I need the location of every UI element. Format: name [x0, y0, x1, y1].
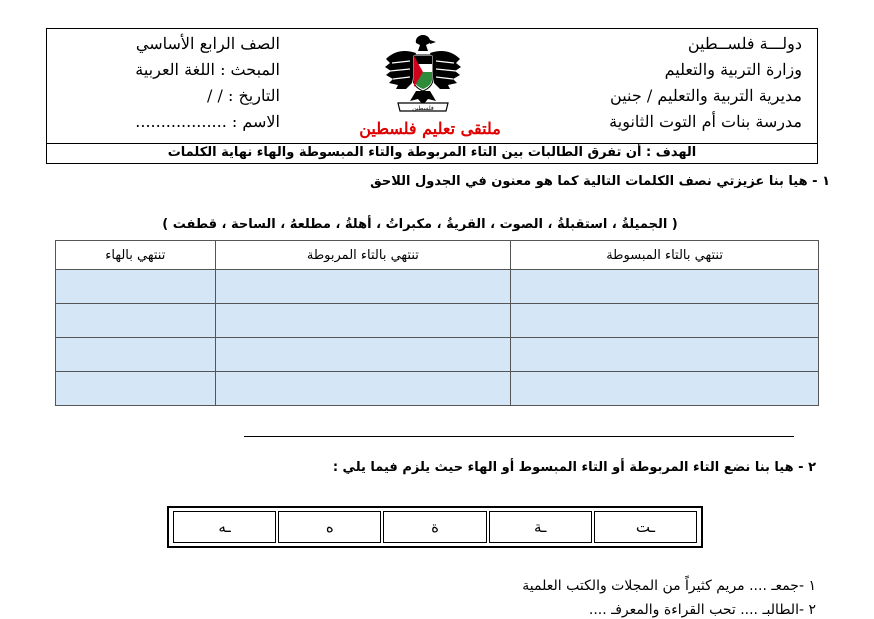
- answer-cell[interactable]: [511, 372, 819, 406]
- answer-cell[interactable]: [56, 304, 216, 338]
- answer-cell[interactable]: [56, 372, 216, 406]
- grade-label: الصف الرابع الأساسي: [135, 34, 280, 53]
- ending-closed-taa: ة: [383, 511, 486, 543]
- endings-box: [167, 506, 703, 548]
- header-open-taa: تنتهي بالتاء المبسوطة: [511, 241, 819, 270]
- answer-cell[interactable]: [511, 338, 819, 372]
- answer-cell[interactable]: [215, 338, 511, 372]
- question-2-text: ٢ - هيا بنا نضع التاء المربوطة أو التاء المبسوط أو الهاء حيث يلزم فيما يلي :: [332, 460, 816, 475]
- school-name: مدرسة بنات أم التوت الثانوية: [609, 112, 802, 131]
- table-row: [56, 372, 819, 406]
- answer-cell[interactable]: [56, 338, 216, 372]
- question-1-text: ١ - هيا بنا عزيزتي نصف الكلمات التالية كما هو معنون في الجدول اللاحق: [370, 174, 830, 189]
- table-row: [56, 304, 819, 338]
- sentence-1: ١ -جمعـ .... مريم كثيراً من المجلات والكتب العلمية: [522, 578, 816, 594]
- table-row: [56, 270, 819, 304]
- table-row: [56, 338, 819, 372]
- ministry-name: وزارة التربية والتعليم: [664, 60, 802, 79]
- lesson-goal: الهدف : أن تفرق الطالبات بين التاء المربوطة والتاء المبسوطة والهاء نهاية الكلمات: [46, 144, 818, 164]
- classification-table: [55, 240, 819, 406]
- answer-cell[interactable]: [215, 372, 511, 406]
- country-name: دولـــة فلســطين: [687, 34, 802, 53]
- answer-cell[interactable]: [215, 304, 511, 338]
- forum-title: ملتقى تعليم فلسطين: [359, 119, 501, 138]
- palestine-emblem-icon: [376, 29, 470, 115]
- answer-cell[interactable]: [215, 270, 511, 304]
- answer-cell[interactable]: [511, 270, 819, 304]
- table-header-row: [56, 241, 819, 270]
- ending-closed-taa-connected: ـة: [489, 511, 592, 543]
- section-divider: [244, 436, 794, 437]
- directorate-name: مديرية التربية والتعليم / جنين: [610, 86, 802, 105]
- answer-cell[interactable]: [56, 270, 216, 304]
- ending-open-taa: ـت: [594, 511, 697, 543]
- word-bank: ( الجميلةُ ، استقبلةُ ، الصوت ، القريةُ ، مكبراتُ ، أهلةُ ، مطلعهُ ، الساحة ، قطفت ): [162, 217, 678, 232]
- emblem-caption: فلسطين: [412, 105, 434, 112]
- name-field: الاسم : ..................: [135, 112, 280, 131]
- header-haa: تنتهي بالهاء: [56, 241, 216, 270]
- sentence-2: ٢ -الطالبـ .... تحب القراءة والمعرفـ ....: [588, 602, 816, 618]
- subject-label: المبحث : اللغة العربية: [135, 60, 280, 79]
- date-field: التاريخ : / /: [207, 86, 280, 105]
- answer-cell[interactable]: [511, 304, 819, 338]
- ending-haa-connected: ـه: [173, 511, 276, 543]
- ending-haa: ه: [278, 511, 381, 543]
- header-closed-taa: تنتهي بالتاء المربوطة: [215, 241, 511, 270]
